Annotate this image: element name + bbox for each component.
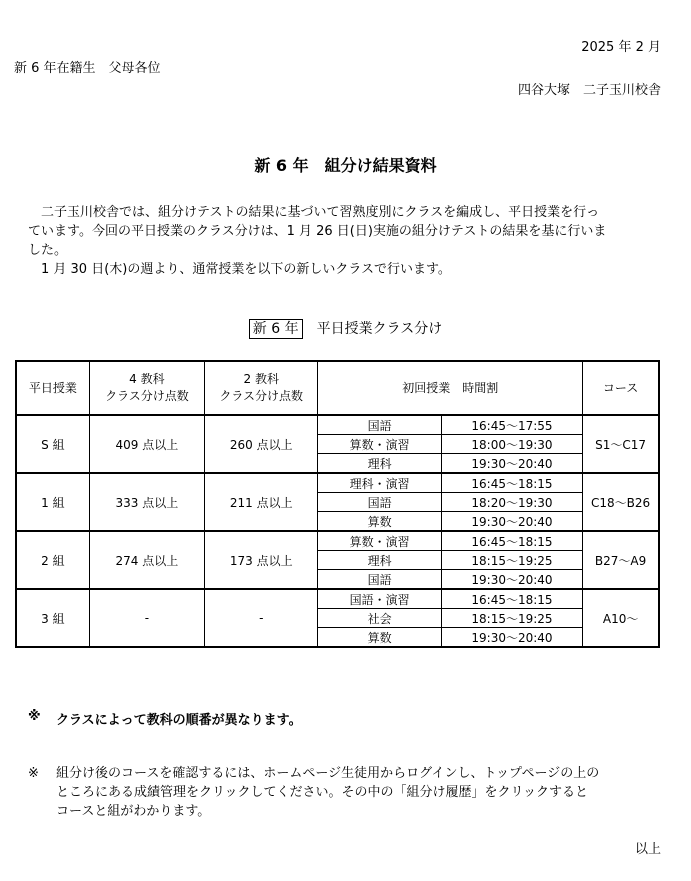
subject-cell: 理科 — [318, 454, 441, 474]
table-header-row — [16, 361, 659, 415]
note-subject-order — [28, 709, 302, 728]
body-line: ています。今回の平日授業のクラス分けは、1 月 26 日(日)実施の組分けテストの結果を基に行いま — [28, 224, 607, 239]
subject-cell: 国語 — [318, 570, 441, 590]
course-range: A10〜 — [583, 589, 659, 647]
header-weekday: 平日授業 — [16, 361, 89, 415]
note-line: コースと組がわかります。 — [56, 804, 211, 819]
time-cell: 16:45〜18:15 — [441, 589, 582, 609]
group-name: 1 組 — [16, 473, 89, 531]
note-text: クラスによって教科の順番が異なります。 — [56, 713, 302, 728]
time-cell: 19:30〜20:40 — [441, 628, 582, 648]
header-four-subjects — [89, 361, 204, 415]
time-cell: 16:45〜17:55 — [441, 415, 582, 435]
recipients: 新 6 年在籍生 父母各位 — [14, 61, 161, 76]
subject-cell: 国語 — [318, 493, 441, 512]
class-schedule-table — [15, 360, 660, 648]
header-four-l1: 4 教科 — [129, 372, 165, 386]
two-subject-score: - — [205, 589, 318, 647]
header-two-subjects — [205, 361, 318, 415]
subject-cell: 社会 — [318, 609, 441, 628]
subject-cell: 算数・演習 — [318, 531, 441, 551]
four-subject-score: - — [89, 589, 204, 647]
time-cell: 18:20〜19:30 — [441, 493, 582, 512]
group-name: 3 組 — [16, 589, 89, 647]
group-name: S 組 — [16, 415, 89, 473]
school-name: 四谷大塚 二子玉川校舎 — [517, 83, 661, 98]
table-row — [16, 589, 659, 609]
body-line: した。 — [28, 243, 68, 258]
header-course: コース — [583, 361, 659, 415]
table-row — [16, 415, 659, 435]
time-cell: 16:45〜18:15 — [441, 531, 582, 551]
body-line: 二子玉川校舎では、組分けテストの結果に基づいて習熟度別にクラスを編成し、平日授業を行っ — [28, 205, 600, 220]
subject-cell: 国語・演習 — [318, 589, 441, 609]
closing-text: 以上 — [634, 842, 661, 857]
note-course-check — [28, 764, 599, 821]
time-cell: 18:15〜19:25 — [441, 609, 582, 628]
subject-cell: 算数・演習 — [318, 435, 441, 454]
document-date: 2025 年 2 月 — [581, 40, 661, 55]
two-subject-score: 260 点以上 — [205, 415, 318, 473]
table-row — [16, 473, 659, 493]
two-subject-score: 173 点以上 — [205, 531, 318, 589]
four-subject-score: 409 点以上 — [89, 415, 204, 473]
two-subject-score: 211 点以上 — [205, 473, 318, 531]
subject-cell: 算数 — [318, 512, 441, 532]
course-range: S1〜C17 — [583, 415, 659, 473]
time-cell: 18:15〜19:25 — [441, 551, 582, 570]
document-title: 新 6 年 組分け結果資料 — [254, 156, 437, 175]
subject-cell: 理科 — [318, 551, 441, 570]
subject-cell: 国語 — [318, 415, 441, 435]
table-title — [0, 318, 691, 338]
note-text — [56, 764, 599, 821]
header-two-l2: クラス分け点数 — [219, 389, 304, 403]
note-mark: ※ — [28, 709, 41, 724]
four-subject-score: 333 点以上 — [89, 473, 204, 531]
header-first-class: 初回授業 時間割 — [318, 361, 583, 415]
time-cell: 16:45〜18:15 — [441, 473, 582, 493]
table-title-rest: 平日授業クラス分け — [302, 321, 443, 337]
note-line: 組分け後のコースを確認するには、ホームページ生徒用からログインし、トップページの上の — [56, 766, 600, 781]
time-cell: 19:30〜20:40 — [441, 570, 582, 590]
time-cell: 19:30〜20:40 — [441, 512, 582, 532]
table-row — [16, 531, 659, 551]
course-range: C18〜B26 — [583, 473, 659, 531]
course-range: B27〜A9 — [583, 531, 659, 589]
subject-cell: 理科・演習 — [318, 473, 441, 493]
note-mark: ※ — [28, 766, 39, 781]
table-title-boxed: 新 6 年 — [249, 319, 303, 339]
header-four-l2: クラス分け点数 — [105, 389, 189, 403]
header-two-l1: 2 教科 — [243, 372, 279, 386]
subject-cell: 算数 — [318, 628, 441, 648]
time-cell: 19:30〜20:40 — [441, 454, 582, 474]
body-text — [28, 203, 664, 279]
body-line: 1 月 30 日(木)の週より、通常授業を以下の新しいクラスで行います。 — [28, 262, 451, 277]
note-line: ところにある成績管理をクリックしてください。その中の「組分け履歴」をクリックすると — [56, 785, 588, 800]
time-cell: 18:00〜19:30 — [441, 435, 582, 454]
group-name: 2 組 — [16, 531, 89, 589]
four-subject-score: 274 点以上 — [89, 531, 204, 589]
